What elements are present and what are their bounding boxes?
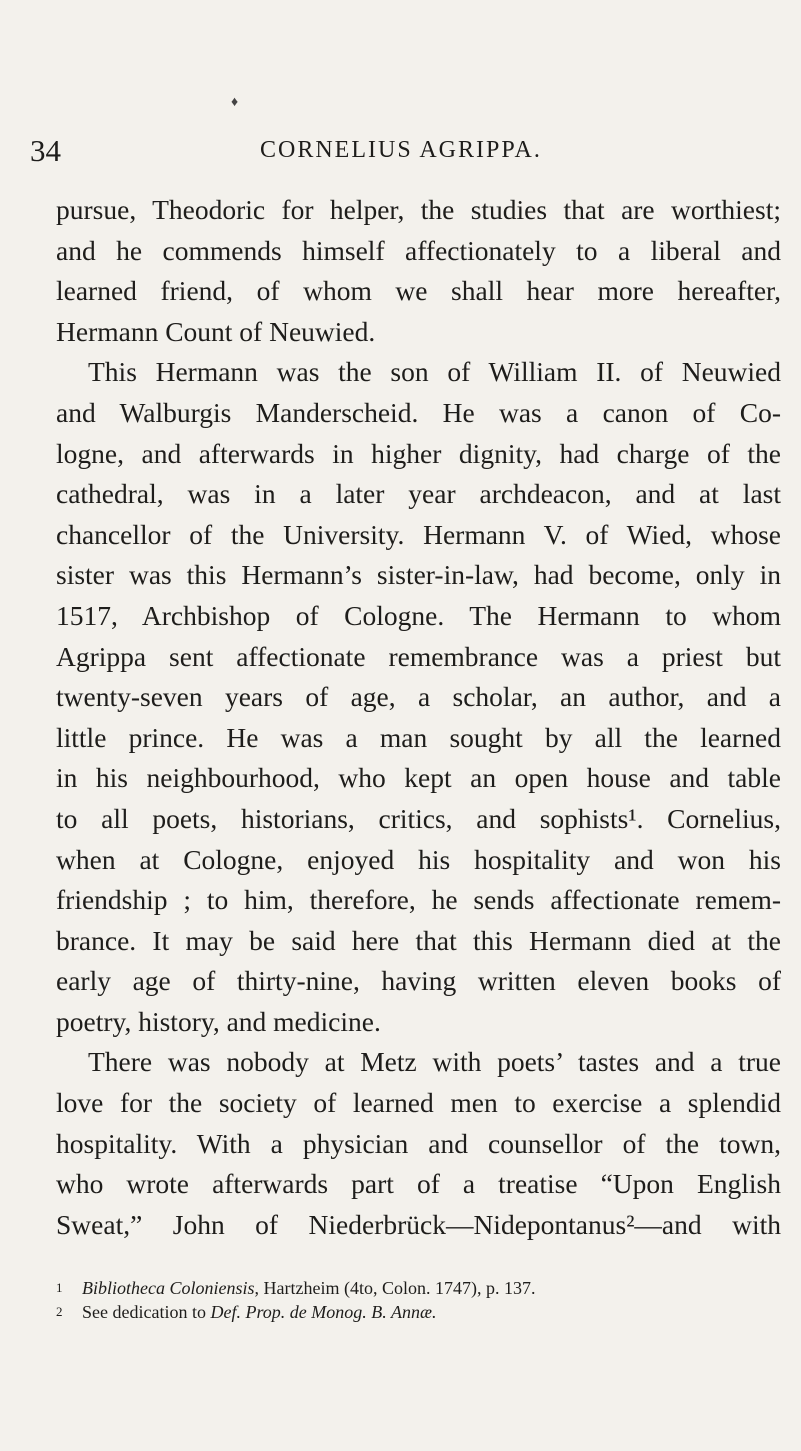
footnotes: [56, 1276, 781, 1324]
footnote: [56, 1276, 781, 1300]
footnote-number: 1: [56, 1280, 63, 1295]
text-line: 1517, Archbishop of Cologne. The Hermann to whom: [56, 599, 781, 631]
text-line: logne, and afterwards in higher dignity, had charge of the: [56, 437, 781, 469]
text-line: friendship ; to him, therefore, he sends affectionate remem-: [56, 884, 781, 916]
footnote-title: Bibliotheca Coloniensis: [82, 1278, 255, 1298]
text-line: chancellor of the University. Hermann V. of Wied, whose: [56, 518, 781, 550]
running-title: CORNELIUS AGRIPPA.: [260, 137, 542, 163]
text-line: in his neighbourhood, who kept an open house and table: [56, 762, 781, 794]
footnote-text: , Hartzheim (4to, Colon. 1747), p. 137.: [254, 1278, 536, 1298]
text-line: Agrippa sent affectionate remembrance was a priest but: [56, 640, 781, 672]
text-line: pursue, Theodoric for helper, the studies that are worthiest;: [56, 194, 781, 225]
text-line: and he commends himself affectionately to a liberal and: [56, 234, 781, 266]
text-line: when at Cologne, enjoyed his hospitality and won his: [56, 843, 781, 875]
text-line: twenty-seven years of age, a scholar, an author, and a: [56, 681, 781, 713]
text-line: This Hermann was the son of William II. of Neuwied: [88, 356, 781, 388]
footnote-number: 2: [56, 1304, 63, 1319]
text-line: cathedral, was in a later year archdeacon, and at last: [56, 478, 781, 510]
text-line: to all poets, historians, critics, and sophists¹. Cornelius,: [56, 802, 781, 834]
text-line: Hermann Count of Neuwied.: [56, 315, 376, 347]
footnote-text: See dedication to: [82, 1302, 211, 1322]
page-number: 34: [30, 133, 61, 168]
page-header: [0, 133, 801, 167]
text-line: love for the society of learned men to exercise a splendid: [56, 1087, 781, 1119]
text-line: little prince. He was a man sought by all the learned: [56, 721, 781, 753]
text-line: and Walburgis Manderscheid. He was a canon of Co-: [56, 396, 781, 428]
text-line: hospitality. With a physician and counsellor of the town,: [56, 1127, 781, 1159]
printer-mark: ♦: [231, 95, 239, 110]
body-text: [56, 190, 781, 1245]
text-line: who wrote afterwards part of a treatise “Upon English: [56, 1168, 781, 1200]
text-line: brance. It may be said here that this Hermann died at the: [56, 924, 781, 956]
text-line: Sweat,” John of Niederbrück—Nidepontanus²—and with: [56, 1208, 781, 1240]
text-line: learned friend, of whom we shall hear more hereafter,: [56, 275, 781, 307]
text-line: sister was this Hermann’s sister-in-law, had become, only in: [56, 559, 781, 591]
text-line: early age of thirty-nine, having written eleven books of: [56, 965, 781, 997]
footnote-title: Def. Prop. de Monog. B. Annæ.: [210, 1302, 437, 1322]
footnote: [56, 1300, 781, 1324]
text-line: poetry, history, and medicine.: [56, 1005, 381, 1037]
text-line: There was nobody at Metz with poets’ tastes and a true: [88, 1046, 781, 1078]
